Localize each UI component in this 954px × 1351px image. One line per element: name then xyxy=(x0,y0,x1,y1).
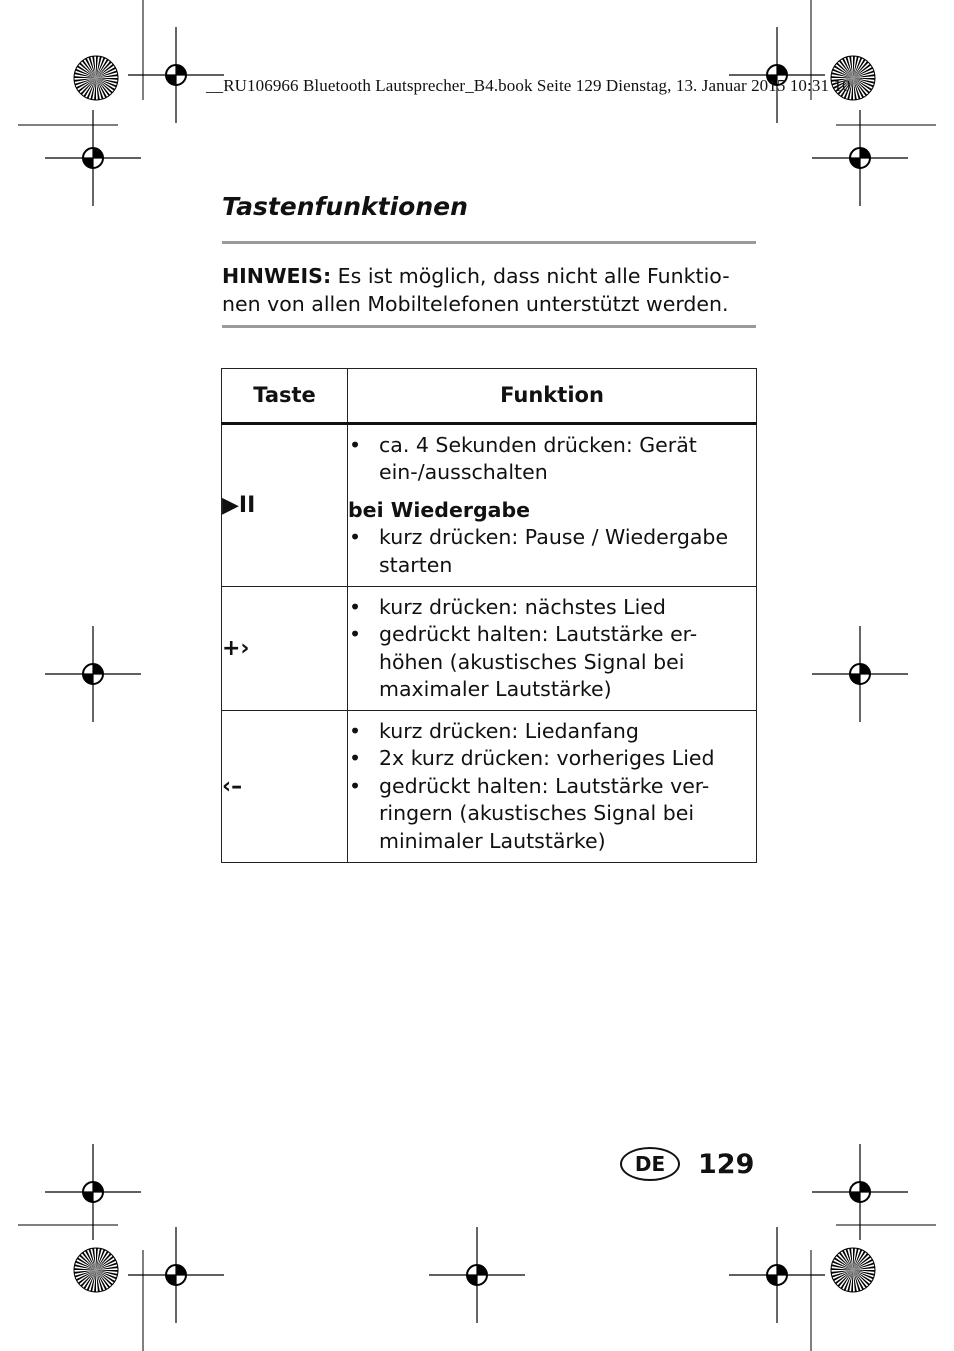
table-row xyxy=(222,424,757,587)
list-item: • kurz drücken: nächstes Lied xyxy=(348,594,756,622)
key-volume-down-previous-icon: ‹– xyxy=(222,711,348,863)
page-footer xyxy=(620,1147,754,1181)
list-item: • ca. 4 Sekunden drücken: Gerät ein-/ausschalten xyxy=(348,432,756,487)
note-bottom-rule xyxy=(222,325,756,328)
function-cell xyxy=(348,587,757,711)
note-top-rule xyxy=(222,241,756,244)
language-badge: DE xyxy=(620,1147,680,1181)
list-item: • 2x kurz drücken: vorheriges Lied xyxy=(348,745,756,773)
column-header-key: Taste xyxy=(222,369,348,424)
key-volume-up-next-icon: +› xyxy=(222,587,348,711)
note-box xyxy=(222,262,762,318)
note-label: HINWEIS: xyxy=(222,264,332,288)
column-header-function: Funktion xyxy=(348,369,757,424)
function-cell xyxy=(348,711,757,863)
key-play-pause-icon: ▶II xyxy=(222,424,348,587)
table-row xyxy=(222,587,757,711)
note-text: Es ist möglich, dass nicht alle Funktio-nen von allen Mobiltelefonen unterstützt werden. xyxy=(222,264,730,316)
list-item: • gedrückt halten: Lautstärke ver-ringern (akustisches Signal bei minimaler Lautstärke) xyxy=(348,773,756,856)
page-number: 129 xyxy=(698,1148,755,1180)
table-header-row xyxy=(222,369,757,424)
key-function-table xyxy=(221,368,757,863)
subheading: bei Wiedergabe xyxy=(348,497,531,522)
function-cell xyxy=(348,424,757,587)
print-header-line: __RU106966 Bluetooth Lautsprecher_B4.book Seite 129 Dienstag, 13. Januar 2015 10:31 10 xyxy=(206,76,851,95)
list-item: • kurz drücken: Pause / Wiedergabe starten xyxy=(348,524,756,579)
list-item: • kurz drücken: Liedanfang xyxy=(348,718,756,746)
section-title: Tastenfunktionen xyxy=(222,192,468,221)
table-row xyxy=(222,711,757,863)
list-item: • gedrückt halten: Lautstärke er-höhen (akustisches Signal bei maximaler Lautstärke) xyxy=(348,621,756,704)
